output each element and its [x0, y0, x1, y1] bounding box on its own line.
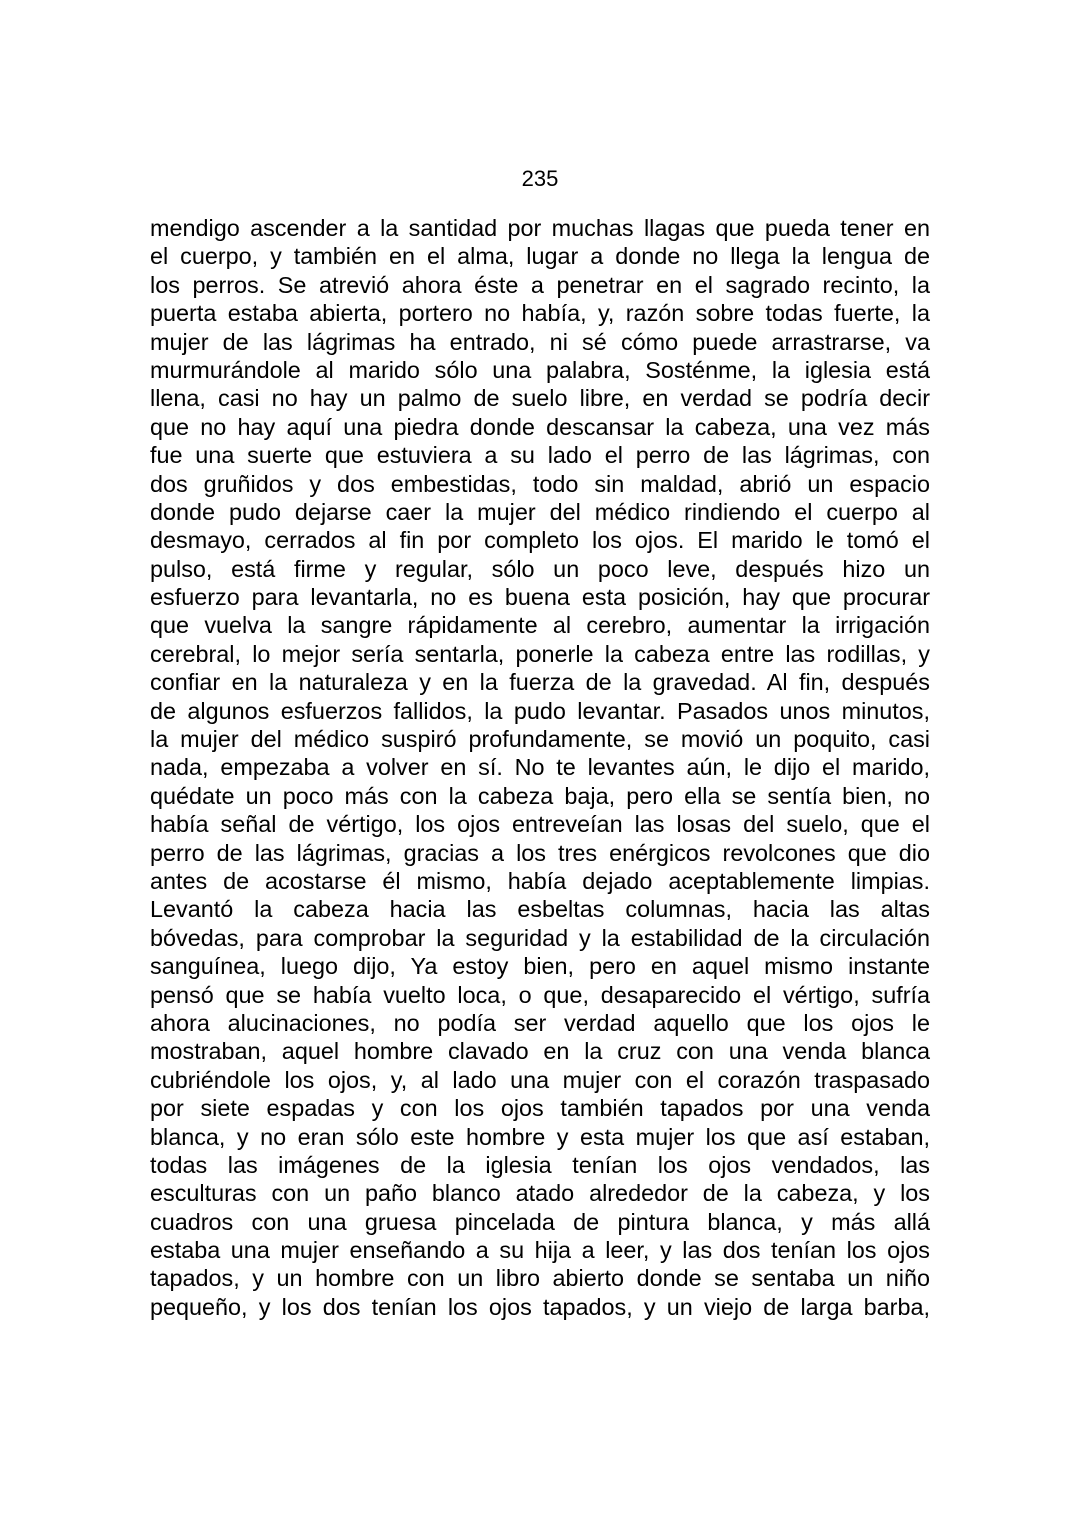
body-text: [150, 214, 930, 1321]
text-line: cerebral, lo mejor sería sentarla, ponerle la cabeza entre las rodillas, y: [150, 640, 930, 667]
text-line: de algunos esfuerzos fallidos, la pudo levantar. Pasados unos minutos,: [150, 697, 930, 724]
text-line: cubriéndole los ojos, y, al lado una mujer con el corazón traspasado: [150, 1066, 930, 1093]
text-line: que vuelva la sangre rápidamente al cerebro, aumentar la irrigación: [150, 612, 930, 639]
text-line: ahora alucinaciones, no podía ser verdad aquello que los ojos le: [150, 1009, 930, 1036]
text-line: sanguínea, luego dijo, Ya estoy bien, pero en aquel mismo instante: [150, 953, 930, 980]
text-line: había señal de vértigo, los ojos entreveían las losas del suelo, que el: [150, 811, 930, 838]
text-line: desmayo, cerrados al fin por completo los ojos. El marido le tomó el: [150, 527, 930, 554]
text-line: llena, casi no hay un palmo de suelo libre, en verdad se podría decir: [150, 385, 930, 412]
text-line: puerta estaba abierta, portero no había, y, razón sobre todas fuerte, la: [150, 300, 930, 327]
text-line: mujer de las lágrimas ha entrado, ni sé cómo puede arrastrarse, va: [150, 328, 930, 355]
text-line: confiar en la naturaleza y en la fuerza de la gravedad. Al fin, después: [150, 669, 930, 696]
text-line: fue una suerte que estuviera a su lado el perro de las lágrimas, con: [150, 442, 930, 469]
page-number: 235: [521, 166, 559, 191]
text-line: la mujer del médico suspiró profundamente, se movió un poquito, casi: [150, 726, 930, 753]
text-line: perro de las lágrimas, gracias a los tres enérgicos revolcones que dio: [150, 839, 930, 866]
text-line: pequeño, y los dos tenían los ojos tapados, y un viejo de larga barba,: [150, 1293, 930, 1320]
text-line: blanca, y no eran sólo este hombre y esta mujer los que así estaban,: [150, 1123, 930, 1150]
text-line: murmurándole al marido sólo una palabra, Sosténme, la iglesia está: [150, 356, 930, 383]
text-line: cuadros con una gruesa pincelada de pintura blanca, y más allá: [150, 1208, 930, 1235]
text-line: antes de acostarse él mismo, había dejado aceptablemente limpias.: [150, 867, 930, 894]
text-line: donde pudo dejarse caer la mujer del médico rindiendo el cuerpo al: [150, 498, 930, 525]
text-line: Levantó la cabeza hacia las esbeltas columnas, hacia las altas: [150, 896, 930, 923]
text-line: esculturas con un paño blanco atado alrededor de la cabeza, y los: [150, 1180, 930, 1207]
text-line: tapados, y un hombre con un libro abierto donde se sentaba un niño: [150, 1265, 930, 1292]
text-line: pensó que se había vuelto loca, o que, desaparecido el vértigo, sufría: [150, 981, 930, 1008]
text-line: estaba una mujer enseñando a su hija a leer, y las dos tenían los ojos: [150, 1237, 930, 1264]
text-line: que no hay aquí una piedra donde descansar la cabeza, una vez más: [150, 413, 930, 440]
text-line: bóvedas, para comprobar la seguridad y la estabilidad de la circulación: [150, 924, 930, 951]
text-line: mostraban, aquel hombre clavado en la cruz con una venda blanca: [150, 1038, 930, 1065]
text-line: esfuerzo para levantarla, no es buena esta posición, hay que procurar: [150, 584, 930, 611]
text-line: quédate un poco más con la cabeza baja, pero ella se sentía bien, no: [150, 782, 930, 809]
text-line: el cuerpo, y también en el alma, lugar a donde no llega la lengua de: [150, 243, 930, 270]
text-line: nada, empezaba a volver en sí. No te levantes aún, le dijo el marido,: [150, 754, 930, 781]
text-line: mendigo ascender a la santidad por muchas llagas que pueda tener en: [150, 215, 930, 241]
text-line: todas las imágenes de la iglesia tenían los ojos vendados, las: [150, 1151, 930, 1178]
text-line: dos gruñidos y dos embestidas, todo sin maldad, abrió un espacio: [150, 470, 930, 497]
text-line: pulso, está firme y regular, sólo un poco leve, después hizo un: [150, 555, 930, 582]
text-line: por siete espadas y con los ojos también tapados por una venda: [150, 1095, 930, 1122]
text-line: los perros. Se atrevió ahora éste a penetrar en el sagrado recinto, la: [150, 271, 930, 298]
